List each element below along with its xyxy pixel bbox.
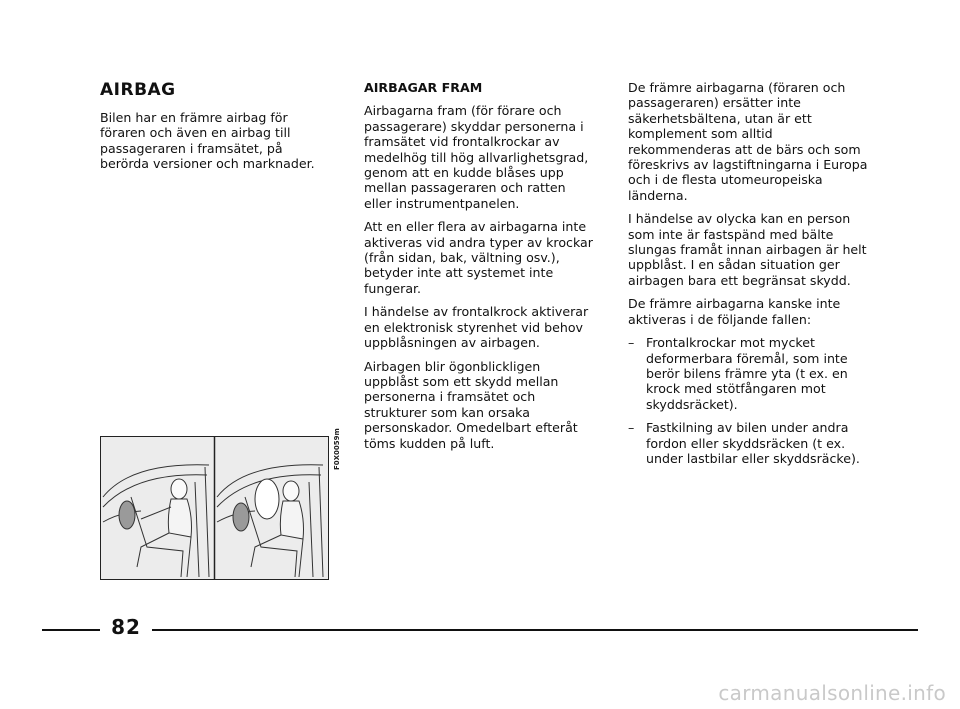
- subsection-heading: AIRBAGAR FRAM: [364, 80, 483, 95]
- paragraph: Att en eller flera av airbagarna inte aktiveras vid andra typer av krockar (från sidan, bak, vältning osv.), betyder inte att systemet inte fungerar.: [364, 219, 593, 296]
- dash-bullet: –: [628, 335, 635, 351]
- paragraph: De främre airbagarna kanske inte aktiveras i de följande fallen:: [628, 296, 841, 327]
- column-left: [100, 80, 332, 180]
- paragraph: Airbagen blir ögonblickligen uppblåst som ett skydd mellan personerna i framsätet och strukturer som kan orsaka personskador. Omedelbart efteråt töms kudden på luft.: [364, 358, 578, 451]
- list-item-text: Frontalkrockar mot mycket deformerbara föremål, som inte berör bilens främre yta (t ex. en krock med stötfångaren mot skyddsräcket).: [646, 335, 848, 412]
- figure-code: F0X0059m: [333, 428, 341, 470]
- paragraph: I händelse av frontalkrock aktiverar en elektronisk styrenhet vid behov uppblåsningen av airbagen.: [364, 304, 589, 351]
- steering-wheel-icon: [119, 501, 135, 529]
- airbag-illustration-drawing: [101, 437, 328, 579]
- page-number: 82: [111, 615, 141, 639]
- intro-paragraph: Bilen har en främre airbag för föraren och även en airbag till passageraren i framsätet, på berörda versioner och marknader.: [100, 110, 315, 172]
- airbag-illustration: [100, 436, 329, 580]
- paragraph: Airbagarna fram (för förare och passagerare) skyddar personerna i framsätet vid frontalkrockar av medelhög till hög allvarlighetsgrad, genom att en kudde blåses upp mellan passageraren och ratten eller instrumentpanelen.: [364, 103, 589, 211]
- paragraph: I händelse av olycka kan en person som inte är fastspänd med bälte slungas framåt innan airbagen är helt uppblåst. I en sådan situation ger airbagen bara ett begränsat skydd.: [628, 211, 867, 288]
- list-item-text: Fastkilning av bilen under andra fordon eller skyddsräcken (t ex. under lastbilar eller skyddsräcke).: [646, 420, 860, 466]
- list-item: [628, 335, 868, 412]
- footer-rule-right: [152, 629, 918, 631]
- paragraph: De främre airbagarna (föraren och passageraren) ersätter inte säkerhetsbältena, utan är ett komplement som alltid rekommenderas att de bärs och som föreskrivs av lagstiftningarna i Europa och i de flesta utomeuropeiska länderna.: [628, 80, 868, 203]
- column-middle: [364, 80, 596, 459]
- dash-bullet: –: [628, 420, 635, 436]
- footer-rule-left: [42, 629, 100, 631]
- section-heading: AIRBAG: [100, 80, 176, 100]
- exception-list: [628, 335, 868, 466]
- list-item: [628, 420, 868, 466]
- watermark: carmanualsonline.info: [718, 681, 946, 705]
- column-right: [628, 80, 868, 474]
